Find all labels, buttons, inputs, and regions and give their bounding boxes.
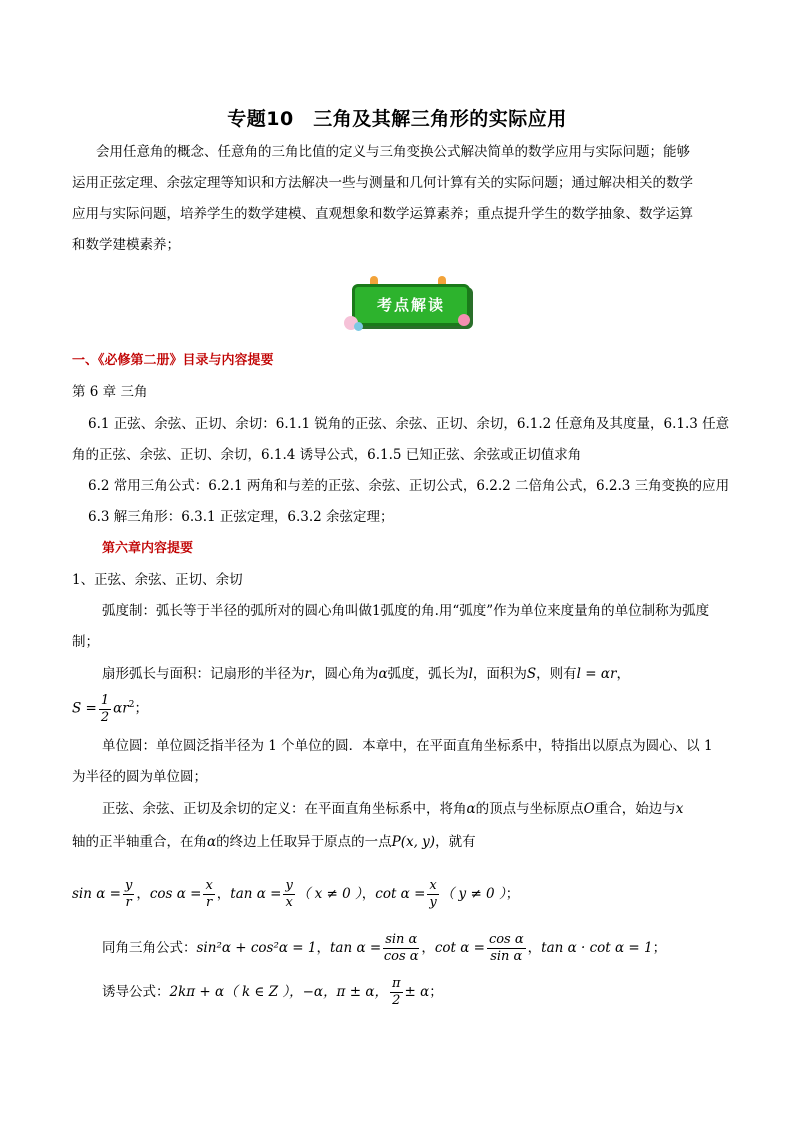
sector-r: r	[304, 666, 311, 682]
induction-num: π	[391, 976, 401, 991]
topic-badge	[346, 276, 472, 334]
intro-line-3: 应用与实际问题，培养学生的数学建模、直观想象和数学运算素养；重点提升学生的数学抽象、数学运算	[72, 206, 693, 222]
induction-f2: ，−α	[289, 984, 324, 1000]
sector-text-d: ，面积为	[472, 666, 527, 682]
radian-line-2: 制；	[72, 634, 99, 650]
sector-formula-1: l = αr	[576, 666, 617, 682]
sep: ，	[527, 940, 542, 956]
induction-f4: ± α	[404, 984, 430, 1000]
sector-text-e: ，则有	[536, 666, 577, 682]
sector-alpha: α	[378, 666, 388, 682]
sep: ，	[316, 940, 330, 956]
sector-text-c: 弧度，弧长为	[387, 666, 469, 682]
id-cot-num: cos α	[488, 932, 524, 947]
def-text-a: 正弦、余弦、正切及余切的定义：在平面直角坐标系中，将角	[102, 801, 467, 817]
badge-dot-blue	[354, 322, 363, 331]
def-point: P(x, y)	[391, 834, 436, 850]
induction-fraction	[390, 976, 403, 1009]
tan-den: x	[285, 895, 293, 910]
badge-label: 考点解读	[376, 296, 445, 314]
id-tan-den: cos α	[383, 949, 419, 964]
toc-line-3: 6.2 常用三角公式：6.2.1 两角和与差的正弦、余弦、正切公式，6.2.2 二倍角公式，6.2.3 三角变换的应用	[88, 478, 730, 494]
sector-frac-num: 1	[100, 692, 110, 708]
cot-fraction	[427, 878, 438, 911]
sector-l: l	[468, 666, 473, 682]
def-origin: O	[583, 801, 595, 817]
def-text-c: 重合，始边与	[594, 801, 676, 817]
sector-S: S	[526, 666, 537, 682]
id-tan-fraction	[383, 932, 419, 965]
cot-lhs: cot α =	[375, 886, 426, 902]
id-tan-num: sin α	[385, 932, 418, 947]
end: ；	[652, 940, 667, 956]
sector-tail: ，	[616, 666, 630, 682]
sep: ，	[361, 886, 376, 902]
cos-lhs: cos α =	[149, 886, 202, 902]
sector-frac-den: 2	[100, 709, 110, 725]
def-text-e: 的终边上任取异于原点的一点	[216, 834, 392, 850]
sector-text-a: 扇形弧长与面积：记扇形的半径为	[102, 666, 305, 682]
badge-box	[352, 284, 470, 326]
induction-line	[102, 974, 443, 1010]
def-text-d: 轴的正半轴重合，在角	[72, 834, 207, 850]
end: ；	[505, 886, 520, 902]
induction-label: 诱导公式：	[102, 984, 170, 1000]
cot-condition: （ y ≠ 0 ）	[440, 886, 506, 902]
chapter-title: 第 6 章 三角	[72, 384, 148, 400]
cos-fraction	[203, 878, 214, 911]
id-cot-fraction	[487, 932, 526, 965]
sub-heading: 第六章内容提要	[102, 541, 194, 556]
tan-condition: （ x ≠ 0 ）	[296, 886, 362, 902]
sin-fraction	[123, 878, 134, 911]
sin-den: r	[125, 895, 132, 910]
section-heading: 一、《必修第二册》目录与内容提要	[72, 353, 274, 368]
tan-num: y	[285, 878, 293, 893]
trig-definitions	[72, 876, 519, 912]
toc-line-4: 6.3 解三角形：6.3.1 正弦定理，6.3.2 余弦定理；	[88, 509, 394, 525]
toc-line-2: 角的正弦、余弦、正切、余切，6.1.4 诱导公式，6.1.5 已知正弦、余弦或正切值求角	[72, 447, 582, 463]
sector-text-b: ，圆心角为	[310, 666, 379, 682]
badge-heart-decoration	[458, 314, 470, 326]
cos-den: r	[206, 895, 213, 910]
induction-f3: ，π ± α，	[323, 984, 388, 1000]
sector-formula-2-lhs: S =	[72, 700, 97, 717]
def-alpha: α	[466, 801, 476, 817]
def-alpha-2: α	[207, 834, 217, 850]
sector-formula-2-rhs: αr	[113, 700, 129, 717]
cos-num: x	[205, 878, 213, 893]
toc-line-1: 6.1 正弦、余弦、正切、余切：6.1.1 锐角的正弦、余弦、正切、余切，6.1.2 任意角及其度量，6.1.3 任意	[88, 416, 730, 432]
sep: ，	[136, 886, 150, 902]
pythagorean-identity: sin²α + cos²α = 1	[196, 940, 317, 956]
sin-lhs: sin α =	[72, 886, 121, 902]
item-1-heading: 1、正弦、余弦、正切、余切	[72, 572, 243, 588]
induction-den: 2	[392, 993, 401, 1008]
induction-f1: 2kπ + α	[169, 984, 225, 1000]
intro-line-2: 运用正弦定理、余弦定理等知识和方法解决一些与测量和几何计算有关的实际问题；通过解决相关的数学	[72, 175, 693, 191]
definition-line-1	[102, 799, 683, 819]
id-cot-lhs: cot α =	[434, 940, 485, 956]
sep: ，	[421, 940, 435, 956]
def-text-f: ，就有	[435, 834, 476, 850]
sector-line-2	[72, 688, 148, 726]
sector-end: ；	[134, 700, 148, 717]
intro-line-4: 和数学建模素养；	[72, 237, 180, 253]
sector-line-1	[102, 664, 630, 684]
unit-circle-line-1: 单位圆：单位圆泛指半径为 1 个单位的圆．本章中，在平面直角坐标系中，特指出以原点为圆心、以 1	[102, 738, 713, 754]
intro-line-1: 会用任意角的概念、任意角的三角比值的定义与三角变换公式解决简单的数学应用与实际问题；能够	[96, 144, 690, 160]
def-x: x	[675, 801, 684, 817]
cot-num: x	[429, 878, 437, 893]
identities-label: 同角三角公式：	[102, 940, 197, 956]
sep: ，	[216, 886, 231, 902]
end: ；	[429, 984, 443, 1000]
def-text-b: 的顶点与坐标原点	[475, 801, 584, 817]
identities-line	[102, 930, 666, 966]
sector-fraction	[99, 693, 111, 726]
cot-den: y	[429, 895, 437, 910]
radian-line-1: 弧度制：弧长等于半径的弧所对的圆心角叫做1弧度的角.用“弧度”作为单位来度量角的单位制称为弧度	[102, 603, 710, 619]
definition-line-2	[72, 832, 476, 852]
sin-num: y	[124, 878, 133, 893]
tan-fraction	[283, 878, 294, 911]
id-cot-den: sin α	[490, 949, 523, 964]
induction-condition: （ k ∈ Z ）	[224, 984, 290, 1000]
unit-circle-line-2: 为半径的圆为单位圆；	[72, 769, 207, 785]
page-title: 专题10 三角及其解三角形的实际应用	[227, 108, 567, 130]
id-tan-lhs: tan α =	[330, 940, 382, 956]
sector-square: 2	[128, 700, 135, 710]
tan-lhs: tan α =	[230, 886, 282, 902]
product-identity: tan α · cot α = 1	[541, 940, 653, 956]
